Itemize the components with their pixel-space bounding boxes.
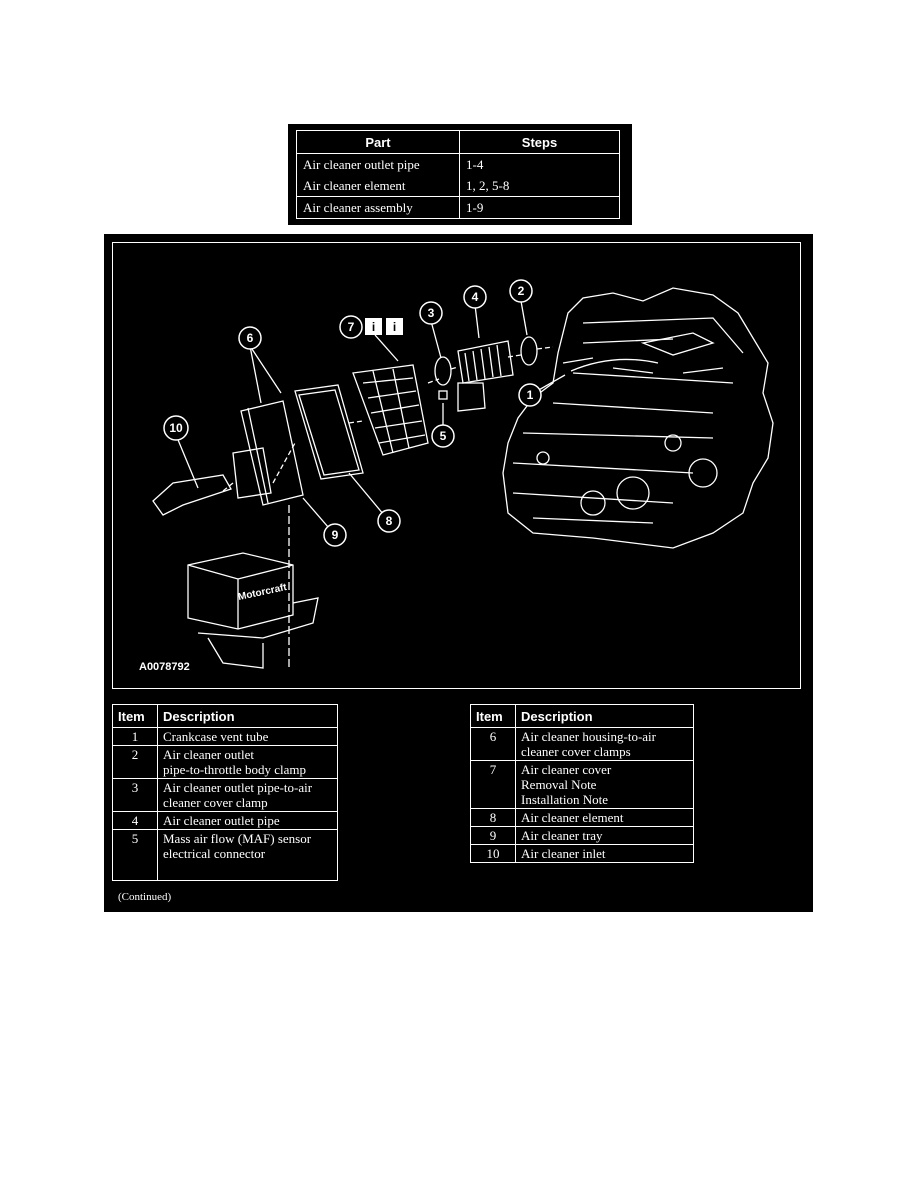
callout-label: 9 bbox=[331, 528, 339, 542]
description-line: Air cleaner inlet bbox=[521, 846, 606, 861]
callout-label: 2 bbox=[517, 284, 525, 298]
info-icon-label: i bbox=[371, 320, 376, 334]
figure-panel bbox=[104, 234, 813, 912]
legend-description bbox=[158, 830, 338, 881]
legend-description bbox=[158, 746, 338, 779]
description-line: Air cleaner housing-to-air bbox=[521, 729, 657, 744]
description-line: Air cleaner outlet pipe-to-air bbox=[163, 780, 313, 795]
description-line: Installation Note bbox=[521, 792, 609, 807]
table-row bbox=[471, 728, 694, 761]
table-row bbox=[113, 779, 338, 812]
clamp-3-illustration bbox=[435, 357, 451, 385]
table-row bbox=[471, 761, 694, 809]
legend-item-number: 7 bbox=[471, 761, 516, 809]
steps-table-panel bbox=[288, 124, 632, 225]
description-line: Air cleaner cover bbox=[521, 762, 612, 777]
legend-item-number: 6 bbox=[471, 728, 516, 761]
legend-item-number: 1 bbox=[113, 728, 158, 746]
description-line: Air cleaner element bbox=[521, 810, 624, 825]
legend-item-number: 2 bbox=[113, 746, 158, 779]
table-row bbox=[471, 827, 694, 845]
legend-item-number: 8 bbox=[471, 809, 516, 827]
legend-description bbox=[516, 809, 694, 827]
legend-description bbox=[158, 812, 338, 830]
legend-header-item: Item bbox=[471, 705, 516, 728]
steps-cell: 1-4 bbox=[460, 154, 620, 176]
part-cell: Air cleaner element bbox=[297, 175, 460, 197]
description-line: pipe-to-throttle body clamp bbox=[163, 762, 306, 777]
maf-connector-illustration bbox=[439, 391, 447, 399]
table-row bbox=[297, 175, 620, 197]
steps-table bbox=[296, 130, 620, 219]
callout-label: 6 bbox=[246, 331, 254, 345]
air-cleaner-element-illustration bbox=[295, 385, 363, 479]
callout-label: 3 bbox=[427, 306, 435, 320]
legend-header-item: Item bbox=[113, 705, 158, 728]
callout-label: 1 bbox=[526, 388, 534, 402]
legend-description bbox=[158, 728, 338, 746]
description-line: cleaner cover clamp bbox=[163, 795, 268, 810]
info-icon-label: i bbox=[392, 320, 397, 334]
table-row bbox=[471, 809, 694, 827]
legend-table-right bbox=[470, 704, 694, 863]
steps-header-part: Part bbox=[297, 131, 460, 154]
legend-item-number: 9 bbox=[471, 827, 516, 845]
steps-cell: 1-9 bbox=[460, 197, 620, 219]
legend-description bbox=[516, 827, 694, 845]
legend-item-number: 10 bbox=[471, 845, 516, 863]
description-line: Removal Note bbox=[521, 777, 597, 792]
table-row bbox=[113, 830, 338, 881]
callout-label: 4 bbox=[471, 290, 479, 304]
callout-label: 8 bbox=[385, 514, 393, 528]
table-row bbox=[113, 728, 338, 746]
part-cell: Air cleaner assembly bbox=[297, 197, 460, 219]
description-line: Mass air flow (MAF) sensor bbox=[163, 831, 312, 846]
table-row bbox=[113, 812, 338, 830]
continued-label: (Continued) bbox=[118, 891, 172, 903]
legend-item-number: 4 bbox=[113, 812, 158, 830]
exploded-diagram bbox=[112, 242, 801, 689]
table-row bbox=[471, 845, 694, 863]
clamp-2-illustration bbox=[521, 337, 537, 365]
engine-illustration bbox=[503, 288, 773, 548]
table-row bbox=[297, 154, 620, 176]
legend-table-left bbox=[112, 704, 338, 881]
description-line: Crankcase vent tube bbox=[163, 729, 269, 744]
callout-label: 5 bbox=[439, 429, 447, 443]
description-line: electrical connector bbox=[163, 846, 266, 861]
legend-description bbox=[158, 779, 338, 812]
steps-header-steps: Steps bbox=[460, 131, 620, 154]
legend-item-number: 5 bbox=[113, 830, 158, 881]
description-line: Air cleaner outlet pipe bbox=[163, 813, 280, 828]
legend-description bbox=[516, 728, 694, 761]
table-row bbox=[297, 197, 620, 219]
legend-description bbox=[516, 845, 694, 863]
description-line: cleaner cover clamps bbox=[521, 744, 631, 759]
legend-header-description: Description bbox=[516, 705, 694, 728]
description-line: Air cleaner outlet bbox=[163, 747, 254, 762]
battery-label: Motorcraft bbox=[237, 582, 288, 604]
legend-header-description: Description bbox=[158, 705, 338, 728]
steps-cell: 1, 2, 5-8 bbox=[460, 175, 620, 197]
description-line: Air cleaner tray bbox=[521, 828, 603, 843]
legend-item-number: 3 bbox=[113, 779, 158, 812]
callout-label: 7 bbox=[347, 320, 355, 334]
part-cell: Air cleaner outlet pipe bbox=[297, 154, 460, 176]
air-cleaner-inlet-illustration bbox=[153, 475, 231, 515]
figure-id: A0078792 bbox=[139, 661, 190, 673]
callout-label: 10 bbox=[169, 421, 183, 435]
crankcase-vent-tube bbox=[571, 359, 658, 371]
table-row bbox=[113, 746, 338, 779]
diagram-illustration bbox=[113, 243, 800, 688]
legend-description bbox=[516, 761, 694, 809]
